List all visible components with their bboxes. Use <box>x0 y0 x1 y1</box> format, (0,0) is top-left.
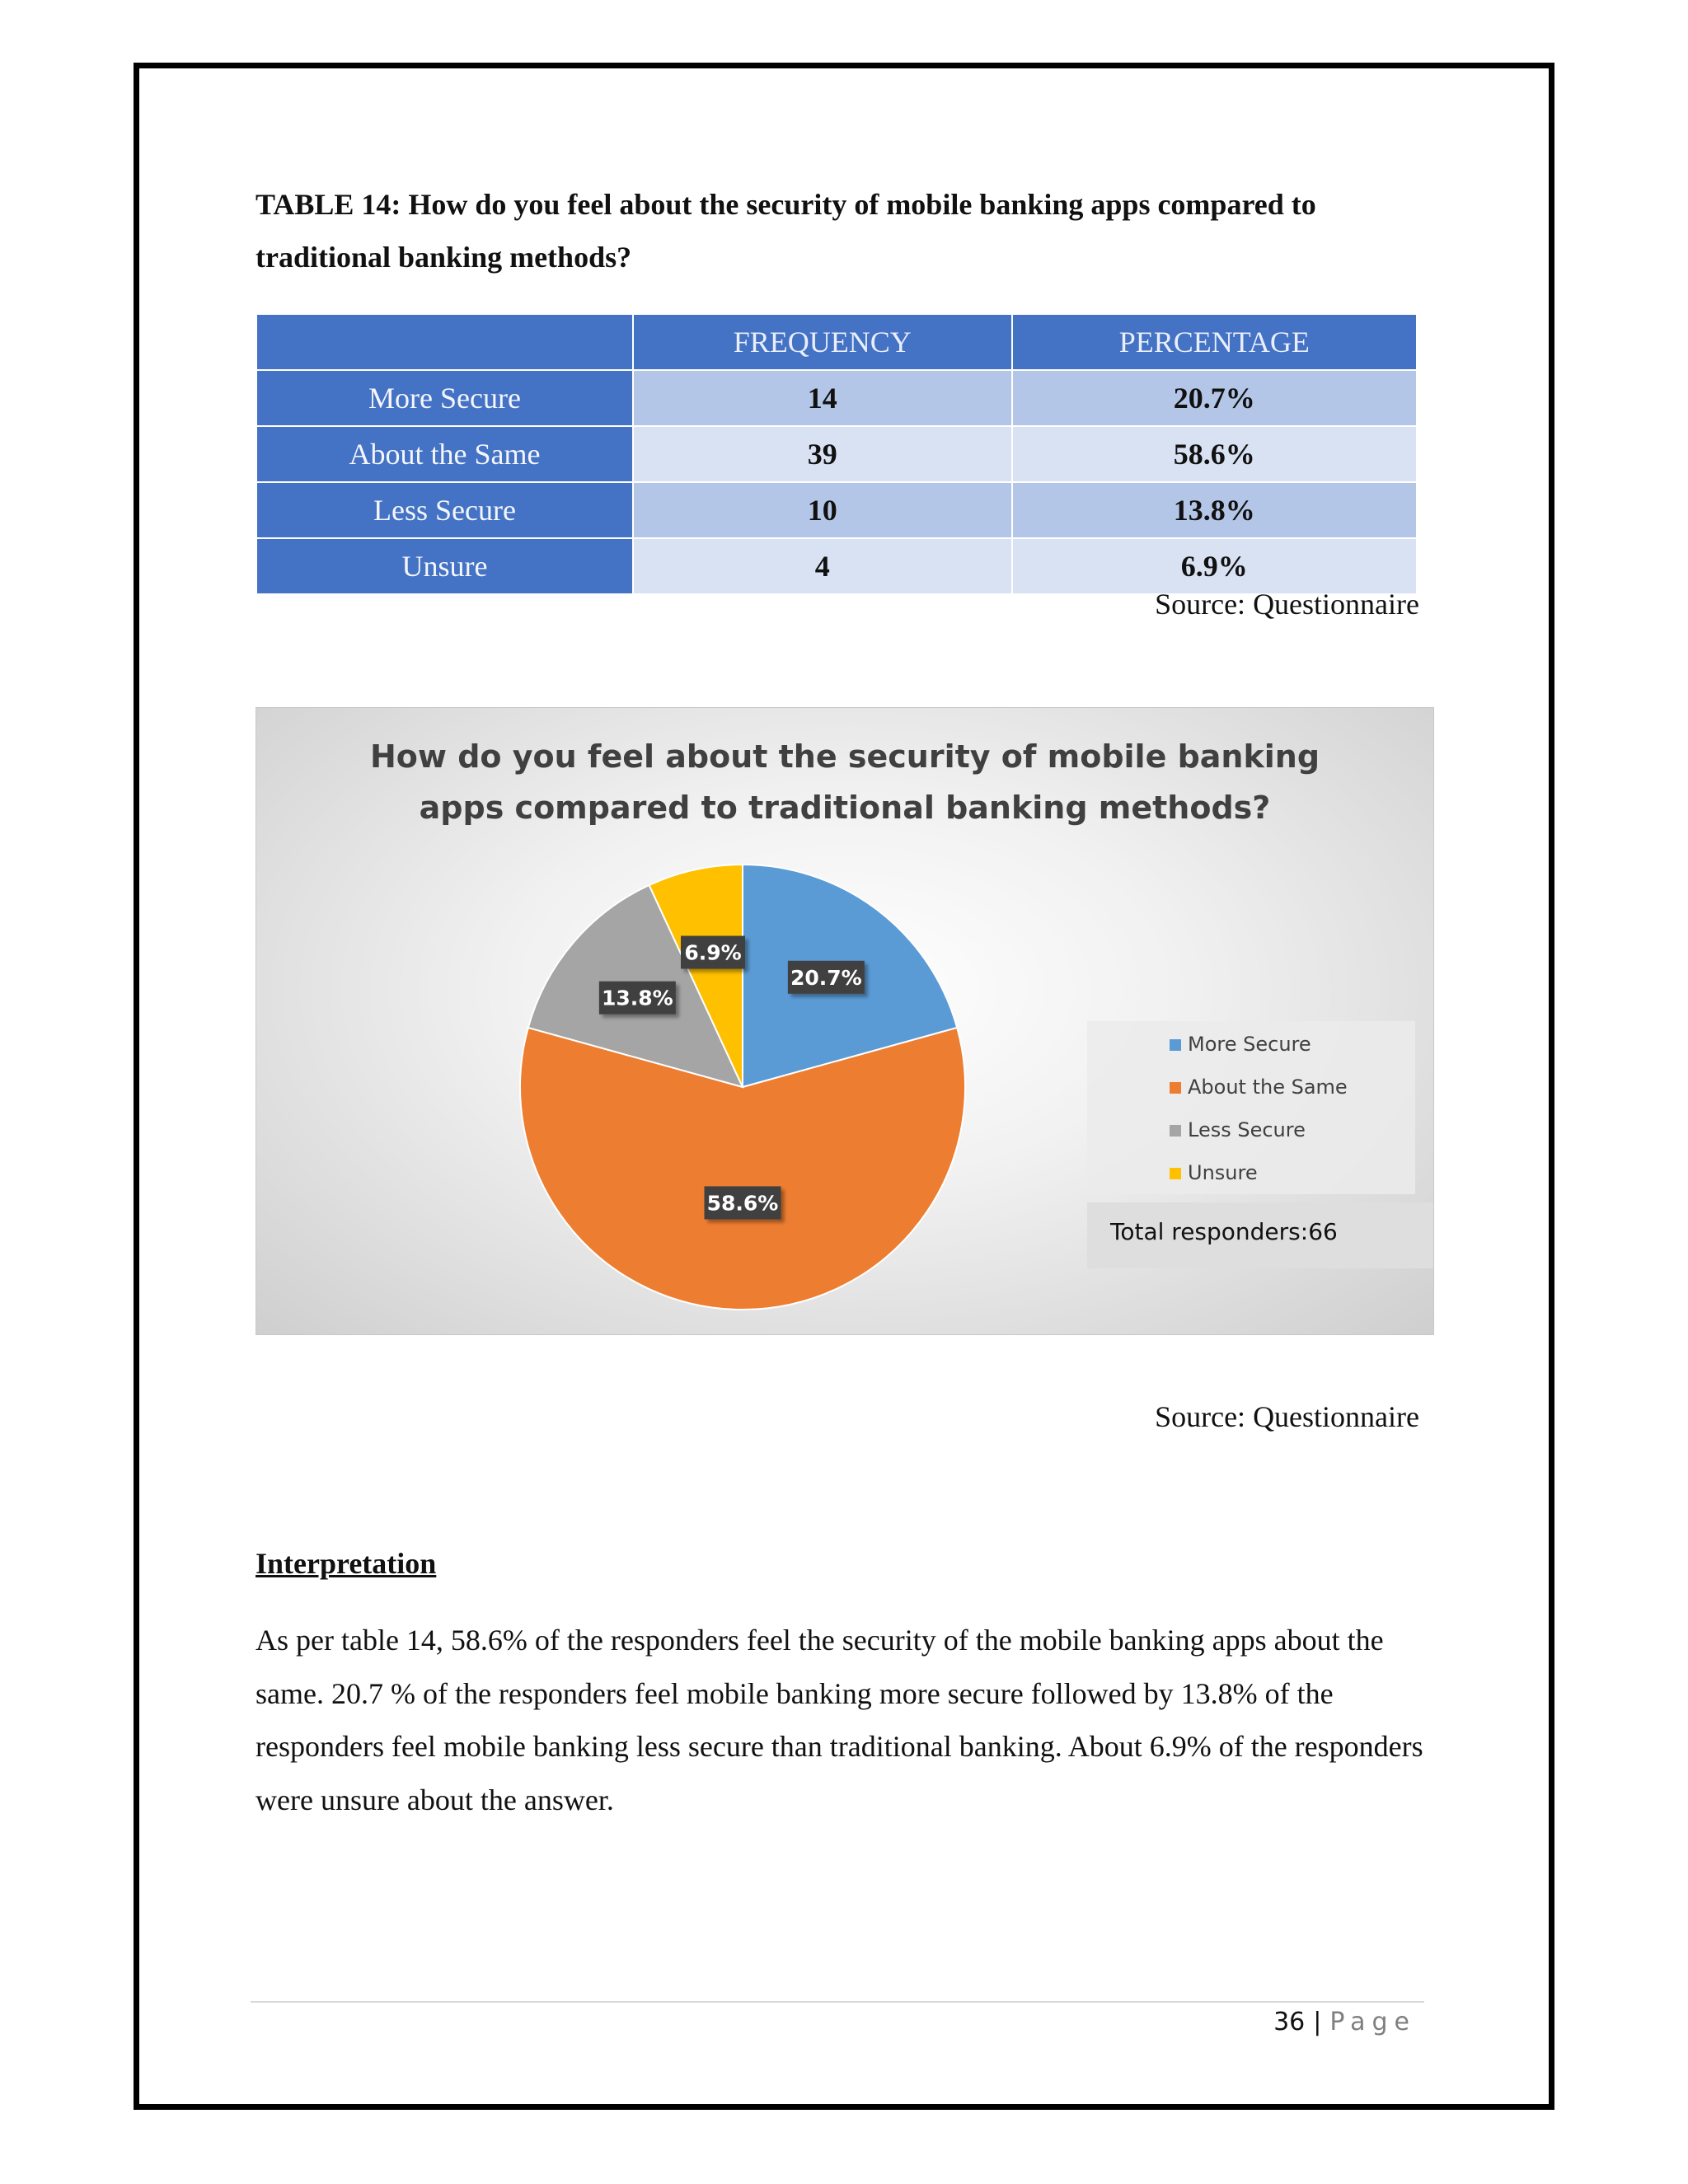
header-blank <box>256 314 633 370</box>
row-label: Unsure <box>256 538 633 594</box>
row-frequency: 10 <box>633 482 1012 538</box>
footer-separator: | <box>1313 2008 1322 2036</box>
row-frequency: 4 <box>633 538 1012 594</box>
legend-item-more-secure <box>1170 1033 1311 1056</box>
header-frequency: FREQUENCY <box>633 314 1012 370</box>
data-label-less-secure <box>599 982 676 1015</box>
table-source: Source: Questionnaire <box>1155 588 1419 621</box>
row-label: More Secure <box>256 370 633 426</box>
table-title: TABLE 14: How do you feel about the security of mobile banking apps compared to traditional banking methods? <box>256 188 1316 274</box>
table-row <box>256 538 1417 594</box>
table-header-row <box>256 314 1417 370</box>
chart-title-line1: How do you feel about the security of mobile banking <box>369 738 1320 775</box>
page-label: Page <box>1329 2008 1416 2036</box>
data-label-text: 13.8% <box>601 986 673 1010</box>
legend-item-less-secure <box>1170 1118 1306 1141</box>
pie-chart <box>256 707 1434 1335</box>
data-label-about-same <box>705 1186 781 1219</box>
legend-swatch <box>1170 1125 1181 1137</box>
row-percentage: 6.9% <box>1012 538 1417 594</box>
row-label: About the Same <box>256 426 633 482</box>
data-label-text: 58.6% <box>706 1191 779 1216</box>
header-percentage: PERCENTAGE <box>1012 314 1417 370</box>
legend-swatch <box>1170 1168 1181 1179</box>
table-row <box>256 482 1417 538</box>
interpretation-heading: Interpretation <box>256 1547 437 1580</box>
legend-item-unsure <box>1170 1161 1258 1184</box>
row-percentage: 13.8% <box>1012 482 1417 538</box>
legend-item-about-same <box>1170 1076 1348 1099</box>
chart-source: Source: Questionnaire <box>1155 1400 1419 1433</box>
legend-label: Unsure <box>1188 1161 1258 1184</box>
chart-title-line2: apps compared to traditional banking methods? <box>419 790 1271 826</box>
row-percentage: 58.6% <box>1012 426 1417 482</box>
frequency-table <box>256 313 1418 595</box>
legend-swatch <box>1170 1082 1181 1094</box>
data-label-more-secure <box>788 961 865 994</box>
legend-label: About the Same <box>1188 1076 1348 1099</box>
data-label-unsure <box>681 936 745 969</box>
total-responders: Total responders:66 <box>1087 1202 1433 1268</box>
table-row <box>256 370 1417 426</box>
legend-label: More Secure <box>1188 1033 1311 1056</box>
row-frequency: 39 <box>633 426 1012 482</box>
page-number: 36 <box>1273 2008 1306 2036</box>
legend-swatch <box>1170 1039 1181 1051</box>
legend-label: Less Secure <box>1188 1118 1306 1141</box>
chart-legend <box>1087 1021 1415 1194</box>
table-row <box>256 426 1417 482</box>
row-label: Less Secure <box>256 482 633 538</box>
interpretation-body: As per table 14, 58.6% of the responders feel the security of the mobile banking apps about the same. 20.7 % of the responders feel mobile banking more secure followed by 13.8% of the responders feel mobile banking less secure than traditional banking. About 6.9% of the responders were unsure about the answer. <box>256 1624 1423 1816</box>
row-percentage: 20.7% <box>1012 370 1417 426</box>
page-footer <box>1273 2008 1416 2036</box>
row-frequency: 14 <box>633 370 1012 426</box>
footer-divider <box>251 2001 1424 2003</box>
data-label-text: 6.9% <box>684 940 742 965</box>
data-label-text: 20.7% <box>790 965 862 990</box>
